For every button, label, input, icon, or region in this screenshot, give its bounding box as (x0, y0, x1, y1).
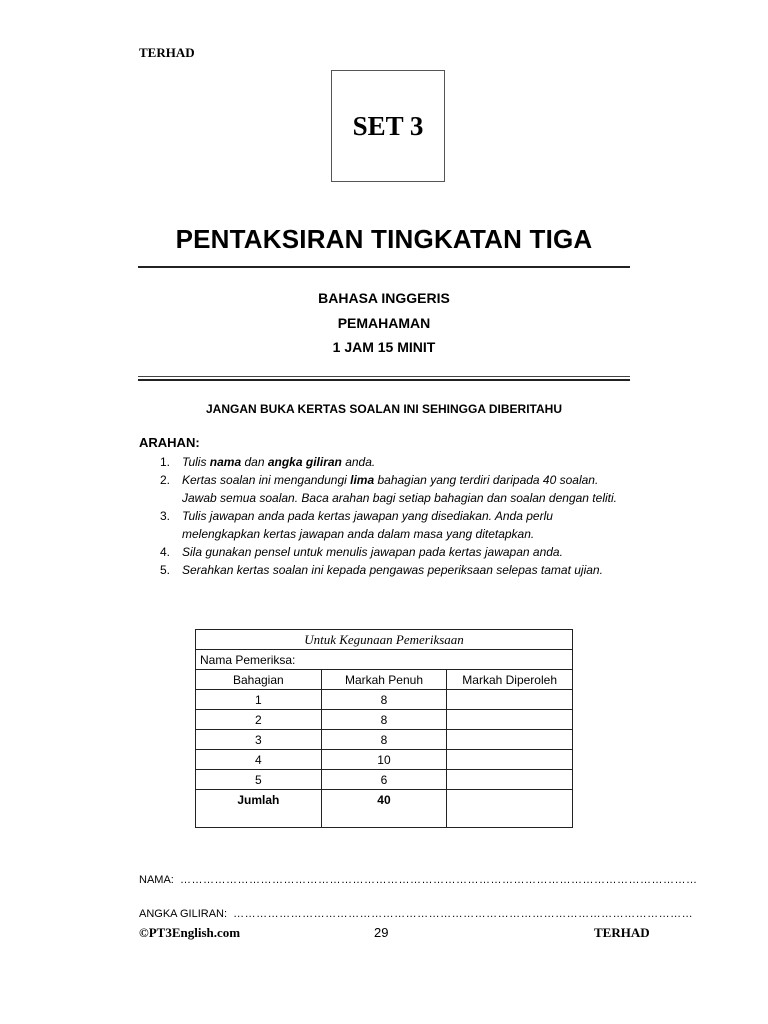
instruction-text: Kertas soalan ini mengandungi (182, 473, 351, 487)
instruction-item (160, 507, 630, 543)
table-row (196, 750, 573, 770)
total-label-cell: Jumlah (196, 790, 322, 828)
table-row (196, 770, 573, 790)
instruction-number: 2. (160, 473, 171, 487)
section-cell: 5 (196, 770, 322, 790)
paper-name: PEMAHAMAN (337, 315, 431, 331)
obtained-marks-cell (447, 770, 573, 790)
table-header-row (196, 670, 573, 690)
instruction-text: bahagian yang terdiri daripada 40 soalan. Jawab semua soalan. Baca arahan bagi setiap bahagian dan soalan dengan teliti. (182, 473, 617, 505)
obtained-marks-cell (447, 750, 573, 770)
footer-copyright: ©PT3English.com (139, 925, 241, 940)
table-caption: Untuk Kegunaan Pemeriksaan (196, 630, 573, 650)
instruction-item (160, 561, 630, 579)
table-total-row (196, 790, 573, 828)
page-number: 29 (374, 925, 389, 940)
column-header: Markah Penuh (321, 670, 447, 690)
section-cell: 2 (196, 710, 322, 730)
instructions-title: ARAHAN: (139, 435, 200, 450)
instruction-number: 3. (160, 509, 171, 523)
instruction-emphasis: nama (209, 455, 242, 469)
footer-classification: TERHAD (594, 925, 650, 940)
instruction-number: 5. (160, 563, 171, 577)
total-obtained-marks-cell (447, 790, 573, 828)
set-label: SET 3 (352, 110, 424, 141)
instruction-text: Serahkan kertas soalan ini kepada pengawas peperiksaan selepas tamat ujian. (182, 563, 603, 577)
subject-divider-thin (138, 376, 630, 377)
total-full-marks-cell: 40 (321, 790, 447, 828)
instruction-item (160, 471, 630, 507)
instruction-text: Sila gunakan pensel untuk menulis jawapan pada kertas jawapan anda. (182, 545, 563, 559)
obtained-marks-cell (447, 730, 573, 750)
instruction-text: Tulis (182, 455, 210, 469)
index-number-fill-dots: ………………………………………………………………………………………………………… (233, 908, 694, 920)
full-marks-cell: 8 (321, 690, 447, 710)
section-cell: 1 (196, 690, 322, 710)
paper-duration: 1 JAM 15 MINIT (332, 339, 436, 355)
instruction-text: anda. (341, 455, 376, 469)
warning-text: JANGAN BUKA KERTAS SOALAN INI SEHINGGA DIBERITAHU (205, 402, 562, 416)
header-classification: TERHAD (139, 45, 195, 60)
full-marks-cell: 10 (321, 750, 447, 770)
name-fill-dots: ……………………………………………………………………………………………………………………… (179, 874, 698, 886)
examiner-name-field: Nama Pemeriksa: (196, 650, 573, 670)
instruction-text: Tulis jawapan anda pada kertas jawapan yang disediakan. Anda perlu melengkapkan kertas jawapan anda dalam masa yang ditetapkan. (182, 509, 553, 541)
instruction-emphasis: lima (350, 473, 375, 487)
index-number-field (139, 908, 693, 920)
instruction-number: 1. (160, 455, 171, 469)
obtained-marks-cell (447, 690, 573, 710)
instruction-number: 4. (160, 545, 171, 559)
section-cell: 3 (196, 730, 322, 750)
column-header: Markah Diperoleh (447, 670, 573, 690)
table-row (196, 690, 573, 710)
set-label-box (331, 70, 445, 182)
page-title: PENTAKSIRAN TINGKATAN TIGA (175, 224, 593, 254)
index-number-label: ANGKA GILIRAN: (139, 908, 228, 920)
examiner-table (195, 629, 573, 828)
subject-divider-thick (138, 379, 630, 381)
name-label: NAMA: (139, 874, 174, 886)
section-cell: 4 (196, 750, 322, 770)
full-marks-cell: 8 (321, 710, 447, 730)
full-marks-cell: 8 (321, 730, 447, 750)
instruction-text: dan (241, 455, 268, 469)
column-header: Bahagian (196, 670, 322, 690)
table-row (196, 710, 573, 730)
table-row (196, 730, 573, 750)
name-field (139, 874, 697, 886)
subject-name: BAHASA INGGERIS (318, 290, 450, 306)
instruction-emphasis: angka giliran (267, 455, 342, 469)
title-divider (138, 266, 630, 268)
instruction-item (160, 453, 630, 471)
obtained-marks-cell (447, 710, 573, 730)
instructions-list (160, 453, 630, 579)
instruction-item (160, 543, 630, 561)
full-marks-cell: 6 (321, 770, 447, 790)
